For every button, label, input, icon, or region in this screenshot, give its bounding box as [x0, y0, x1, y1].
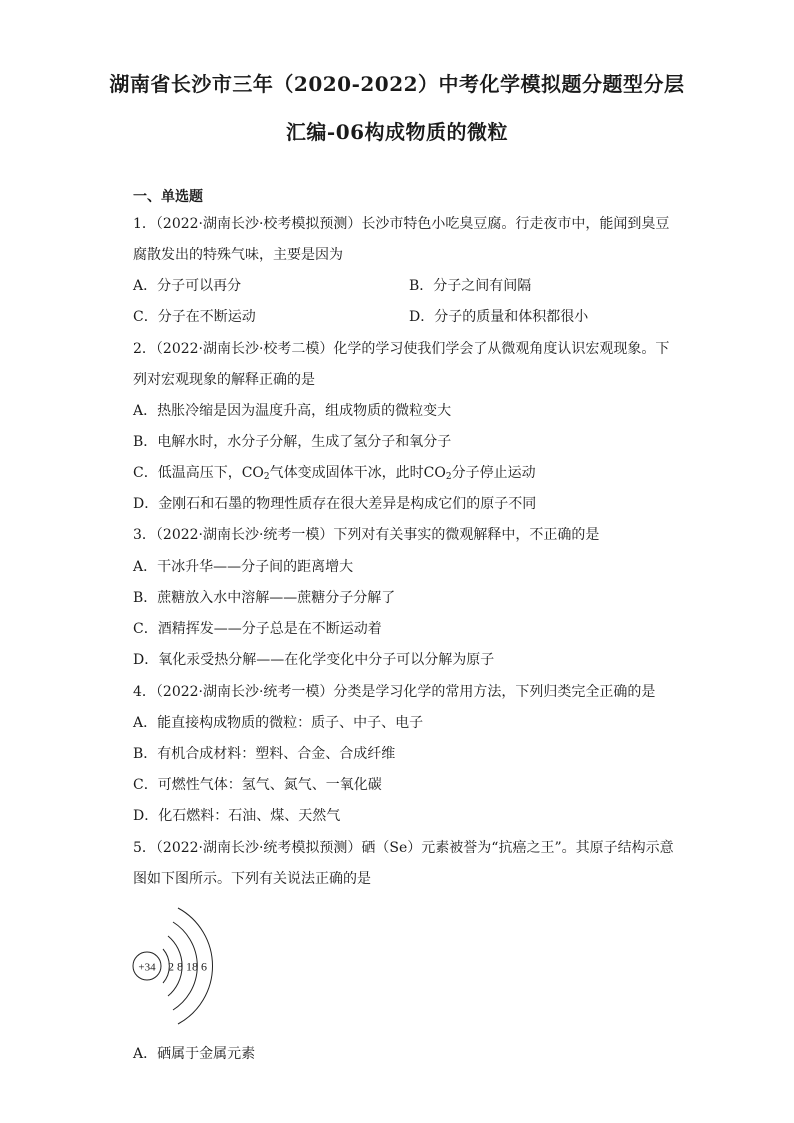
- nucleus-charge-label: +34: [138, 961, 156, 974]
- question-2-option-a: A．热胀冷缩是因为温度升高，组成物质的微粒变大: [133, 403, 452, 419]
- question-3-stem: 3．（2022·湖南长沙·统考一模）下列对有关事实的微观解释中，不正确的是: [133, 527, 600, 543]
- question-1-option-d: D．分子的质量和体积都很小: [409, 309, 589, 325]
- question-1-option-c: C．分子在不断运动: [133, 309, 256, 325]
- question-1-stem-line-1: 1．（2022·湖南长沙·校考模拟预测）长沙市特色小吃臭豆腐。行走夜市中，能闻到臭豆: [133, 216, 670, 232]
- document-title-line-1: 湖南省长沙市三年（2020-2022）中考化学模拟题分题型分层: [109, 72, 685, 96]
- document-title-line-2: 汇编-06构成物质的微粒: [285, 120, 509, 144]
- question-5-option-a: A．硒属于金属元素: [133, 1046, 256, 1062]
- question-3-option-a: A．干冰升华——分子间的距离增大: [133, 559, 354, 575]
- question-4-stem: 4．（2022·湖南长沙·统考一模）分类是学习化学的常用方法，下列归类完全正确的是: [133, 684, 656, 700]
- question-2-stem-line-2: 列对宏观现象的解释正确的是: [133, 372, 315, 388]
- question-1-option-a: A．分子可以再分: [133, 278, 242, 294]
- question-3-option-d: D．氧化汞受热分解——在化学变化中分子可以分解为原子: [133, 652, 495, 668]
- question-4-option-a: A．能直接构成物质的微粒：质子、中子、电子: [133, 715, 424, 731]
- question-2-stem-line-1: 2．（2022·湖南长沙·校考二模）化学的学习使我们学会了从微观角度认识宏观现象。下: [133, 341, 670, 357]
- electron-counts-label: 2 8 18 6: [168, 959, 207, 974]
- question-3-option-c: C．酒精挥发——分子总是在不断运动着: [133, 621, 382, 637]
- question-1-stem-line-2: 腐散发出的特殊气味，主要是因为: [133, 247, 343, 263]
- question-4-option-b: B．有机合成材料：塑料、合金、合成纤维: [133, 746, 396, 762]
- question-4-option-c: C．可燃性气体：氢气、氮气、一氧化碳: [133, 777, 382, 793]
- question-2-option-c: C．低温高压下，$CO_2$气体变成固体干冰，此时$CO_2$分子停止运动: [133, 465, 536, 482]
- section-heading: 一、单选题: [133, 189, 203, 205]
- question-4-option-d: D．化石燃料：石油、煤、天然气: [133, 808, 341, 824]
- question-5-stem-line-1: 5．（2022·湖南长沙·统考模拟预测）硒（Se）元素被誉为“抗癌之王”。其原子结构示意: [133, 840, 674, 856]
- question-2-option-d: D．金刚石和石墨的物理性质存在很大差异是构成它们的原子不同: [133, 496, 537, 512]
- question-5-stem-line-2: 图如下图所示。下列有关说法正确的是: [133, 871, 371, 887]
- question-3-option-b: B．蔗糖放入水中溶解——蔗糖分子分解了: [133, 590, 396, 606]
- selenium-atom-structure-diagram: [128, 900, 238, 1035]
- question-1-option-b: B．分子之间有间隔: [409, 278, 532, 294]
- question-2-option-b: B．电解水时，水分子分解，生成了氢分子和氧分子: [133, 434, 452, 450]
